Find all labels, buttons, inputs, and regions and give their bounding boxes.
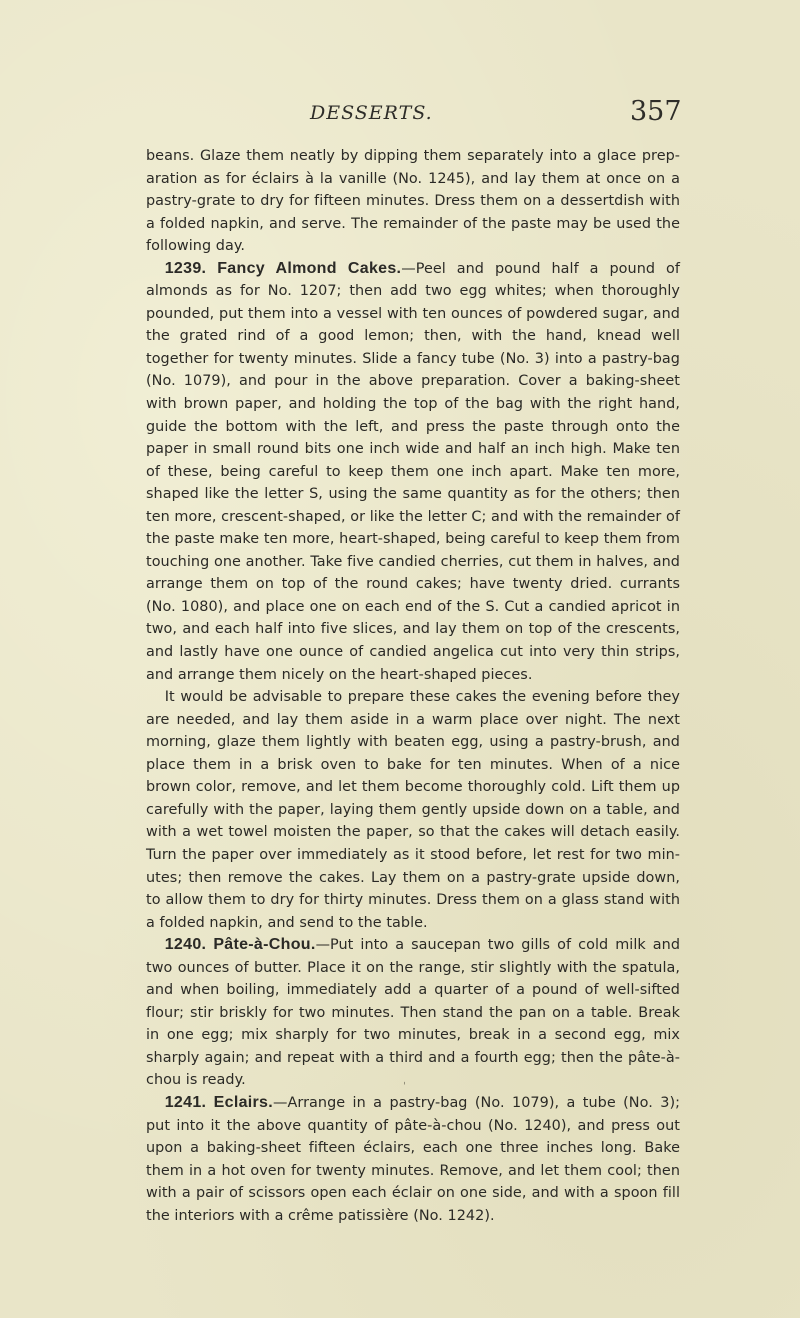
recipe-1239-note [146,686,680,934]
recipe-1239 [146,258,680,686]
recipe-title: Fancy Almond Cakes. [217,259,402,277]
recipe-title: Pâte-à-Chou. [213,936,316,954]
recipe-text: —Put into a saucepan two gills of cold milk and two ounces of butter. Place it on the range, stir slightly with the spatula, and when boiling, immediately add a quarter of a pound of well-sifted flour; stir briskly for two minutes. Then stand the pan on a table. Break in one egg; mix sharply for two minutes, break in a second egg, mix sharply again; and repeat with a third and a fourth egg; then the pâte-à-chou is ready. [146,937,681,1089]
recipe-number: 1241. [164,1093,207,1111]
paragraph-text: beans. Glaze them neatly by dipping them separately into a glace preparation as for éclairs à la vanille (No. 1245), and lay them at once on a pastry-grate to dry for fifteen minutes. Dress them on a dessertdish with a folded napkin, and serve. The remainder of the paste may be used the following day. [146,148,680,255]
recipe-title: Eclairs. [213,1093,274,1111]
recipe-1241 [146,1092,680,1227]
body-text [146,145,680,1227]
print-speck: ˌ [403,1075,406,1086]
paragraph-continuation [146,145,680,258]
recipe-number: 1240. [164,936,207,954]
recipe-text: —Arrange in a pastry-bag (No. 1079), a tube (No. 3); put into it the above quantity of pâte-à-chou (No. 1240), and press out upon a baking-sheet fifteen éclairs, each one three inches long. Bake them in a hot oven for twenty minutes. Remove, and let them cool; then with a pair of scissors open each éclair on one side, and with a spoon fill the interiors with a crême patissière (No. 1242). [146,1094,681,1224]
paragraph-text: It would be advisable to prepare these cakes the evening before they are needed, and lay them aside in a warm place over night. The next morning, glaze them lightly with beaten egg, using a pastry-brush, and place them in a brisk oven to bake for ten minutes. When of a nice brown color, remove, and let them become thoroughly cold. Lift them up carefully with the paper, laying them gently upside down on a table, and with a wet towel moisten the paper, so that the cakes will detach easily. Turn the paper over immediately as it stood before, let rest for two minutes; then remove the cakes. Lay them on a pastry-grate upside down, to allow them to dry for thirty minutes. Dress them on a glass stand with a folded napkin, and send to the table. [146,689,680,931]
page-header [0,96,800,130]
recipe-1240 [146,934,680,1092]
recipe-number: 1239. [164,259,207,277]
running-head: DESSERTS. [310,102,433,124]
page-number: 357 [630,96,682,127]
recipe-text: —Peel and pound half a pound of almonds as for No. 1207; then add two egg whites; when thoroughly pounded, put them into a vessel with ten ounces of powdered sugar, and the grated rind of a good lemon; then, with the hand, knead well together for twenty minutes. Slide a fancy tube (No. 3) into a pastry-bag (No. 1079), and pour in the above preparation. Cover a baking-sheet with brown paper, and holding the top of the bag with the right hand, guide the bottom with the left, and press the paste through onto the paper in small round bits one inch wide and half an inch high. Make ten of these, being careful to keep them one inch apart. Make ten more, shaped like the letter S, using the same quantity as for the others; then ten more, crescent-shaped, or like the letter C; and with the remainder of the paste make ten more, heart-shaped, being careful to keep them from touching one another. Take five candied cherries, cut them in halves, and arrange them on top of the round cakes; have twenty dried. currants (No. 1080), and place one on each end of the S. Cut a candied apricot in two, and each half into five slices, and lay them on top of the crescents, and lastly have one ounce of candied angelica cut into very thin strips, and arrange them nicely on the heart-shaped pieces. [146,260,680,683]
